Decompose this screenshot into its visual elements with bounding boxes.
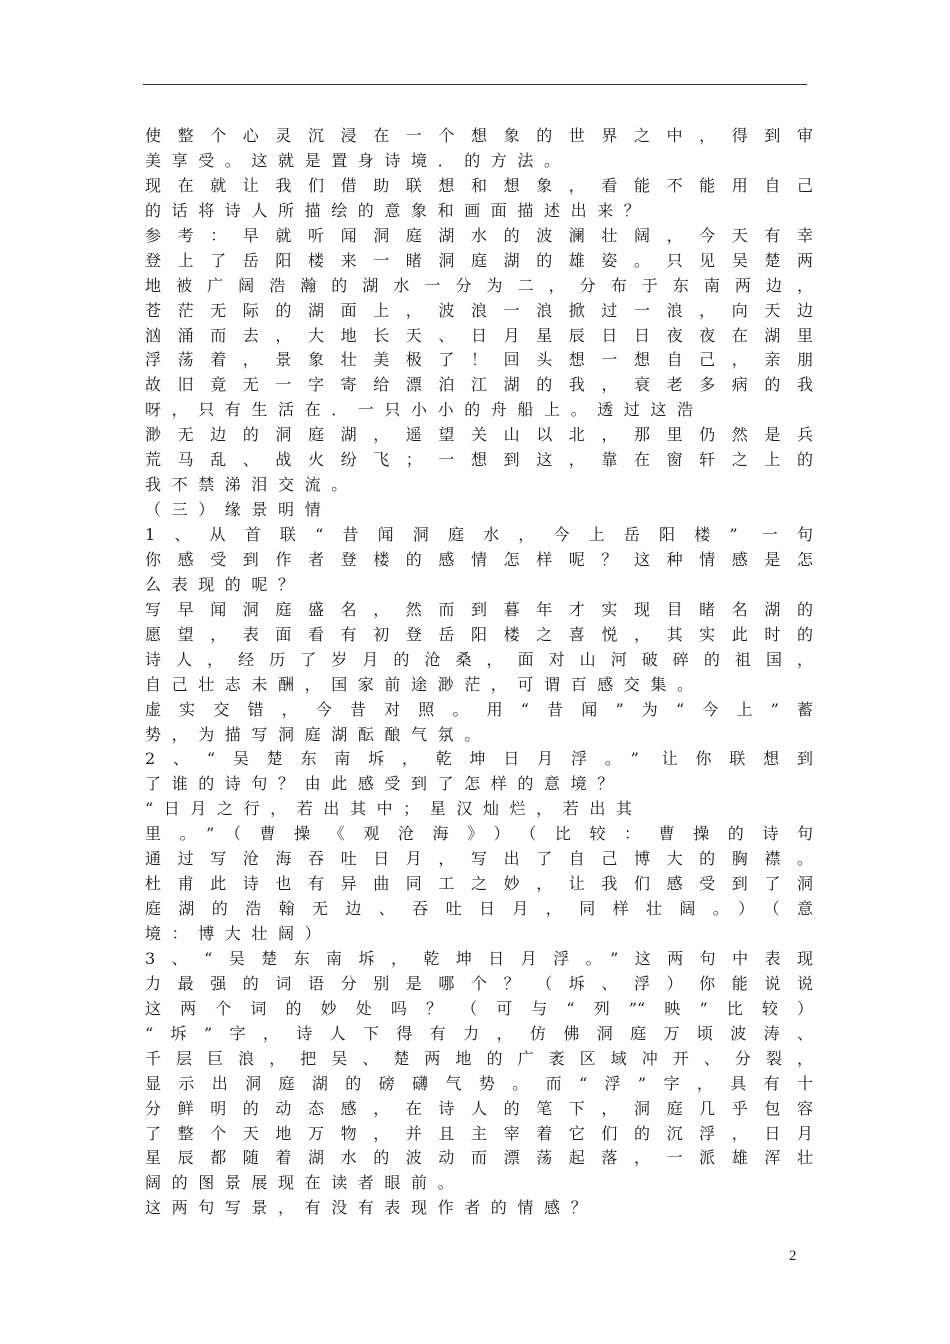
text-line: 地被广阔浩瀚的湖水一分为二，分布于东南两边， (145, 275, 813, 295)
text-line: 荒马乱、战火纷飞；一想到这，靠在窗轩之上的 (145, 450, 813, 470)
text-line: 美享受。这就是置身诗境．的方法。 (145, 150, 571, 170)
page-number: 2 (789, 1248, 797, 1264)
text-line: 千层巨浪，把吴、楚两地的广袤区域冲开、分裂， (145, 1048, 813, 1068)
text-line: “坼”字，诗人下得有力，仿佛洞庭万顷波涛、 (145, 1023, 813, 1043)
document-body (145, 124, 813, 1221)
text-line: 分鲜明的动态感，在诗人的笔下，洞庭几乎包容 (145, 1098, 813, 1118)
text-line: 使整个心灵沉浸在一个想象的世界之中，得到审 (145, 126, 813, 145)
text-line: 呀，只有生活在．一只小小的舟船上。透过这浩 (145, 400, 704, 420)
text-line: 浮荡着，景象壮美极了！回头想一想自己，亲朋 (145, 350, 813, 370)
text-line: 虚实交错，今昔对照。用“昔闻”为“今上”蓄 (145, 699, 813, 719)
text-line: 势，为描写洞庭湖酝酿气氛。 (145, 724, 491, 744)
text-line: 渺无边的洞庭湖，遥望关山以北，那里仍然是兵 (145, 425, 813, 445)
text-line: 汹涌而去，大地长天、日月星辰日日夜夜在湖里 (145, 325, 813, 345)
text-line: 通过写沧海吞吐日月，写出了自己博大的胸襟。 (145, 849, 813, 869)
text-line: 力最强的词语分别是哪个？（坼、浮）你能说说 (145, 973, 813, 993)
text-line: 愿望，表面看有初登岳阳楼之喜悦，其实此时的 (145, 624, 813, 644)
text-line: “日月之行，若出其中；星汉灿烂，若出其 (145, 799, 643, 819)
text-line: 写早闻洞庭盛名，然而到暮年才实现目睹名湖的 (145, 599, 813, 619)
text-line: 这两句写景，有没有表现作者的情感？ (145, 1198, 598, 1218)
text-line: 杜甫此诗也有异曲同工之妙，让我们感受到了洞 (145, 874, 813, 894)
text-line: 参考：早就听闻洞庭湖水的波澜壮阔，今天有幸 (145, 225, 813, 245)
text-line: 苍茫无际的湖面上，波浪一浪掀过一浪，向天边 (145, 300, 813, 320)
text-line: 3、“吴楚东南坼，乾坤日月浮。”这两句中表现 (145, 948, 813, 968)
text-line: 登上了岳阳楼来一睹洞庭湖的雄姿。只见吴楚两 (145, 250, 813, 270)
text-line: 现在就让我们借助联想和想象，看能不能用自己 (145, 175, 813, 195)
text-line: 诗人，经历了岁月的沧桑，面对山河破碎的祖国， (145, 649, 813, 669)
text-line: 你感受到作者登楼的感情怎样呢？这种情感是怎 (145, 549, 813, 569)
text-line: 么表现的呢？ (145, 574, 305, 594)
text-line: 的话将诗人所描绘的意象和画面描述出来？ (145, 200, 651, 220)
text-line: 境：博大壮阔） (145, 924, 332, 943)
text-line: （三）缘景明情 (145, 500, 332, 520)
text-line: 里。”（曹操《观沧海》）（比较：曹操的诗句 (145, 824, 813, 844)
text-line: 这两个词的妙处吗？（可与“列”“映”比较） (145, 998, 813, 1018)
text-line: 显示出洞庭湖的磅礴气势。而“浮”字，具有十 (145, 1073, 813, 1093)
text-line: 庭湖的浩翰无边、吞吐日月，同样壮阔。）（意 (145, 899, 813, 919)
text-line: 了谁的诗句？由此感受到了怎样的意境？ (145, 774, 624, 794)
header-rule (143, 84, 807, 85)
text-line: 2、“吴楚东南坼，乾坤日月浮。” 让你联想到 (145, 749, 813, 769)
text-line: 阔的图景展现在读者眼前。 (145, 1173, 465, 1193)
text-line: 了整个天地万物，并且主宰着它们的沉浮，日月 (145, 1123, 813, 1143)
text-line: 我不禁涕泪交流。 (145, 475, 358, 495)
text-line: 故旧竟无一字寄给漂泊江湖的我，衰老多病的我 (145, 375, 813, 395)
text-line: 自己壮志未酬，国家前途渺茫，可谓百感交集。 (145, 674, 704, 694)
text-line: 星辰都随着湖水的波动而漂荡起落，一派雄浑壮 (145, 1148, 813, 1168)
text-line: 1、从首联“昔闻洞庭水，今上岳阳楼” 一句 (145, 525, 813, 544)
